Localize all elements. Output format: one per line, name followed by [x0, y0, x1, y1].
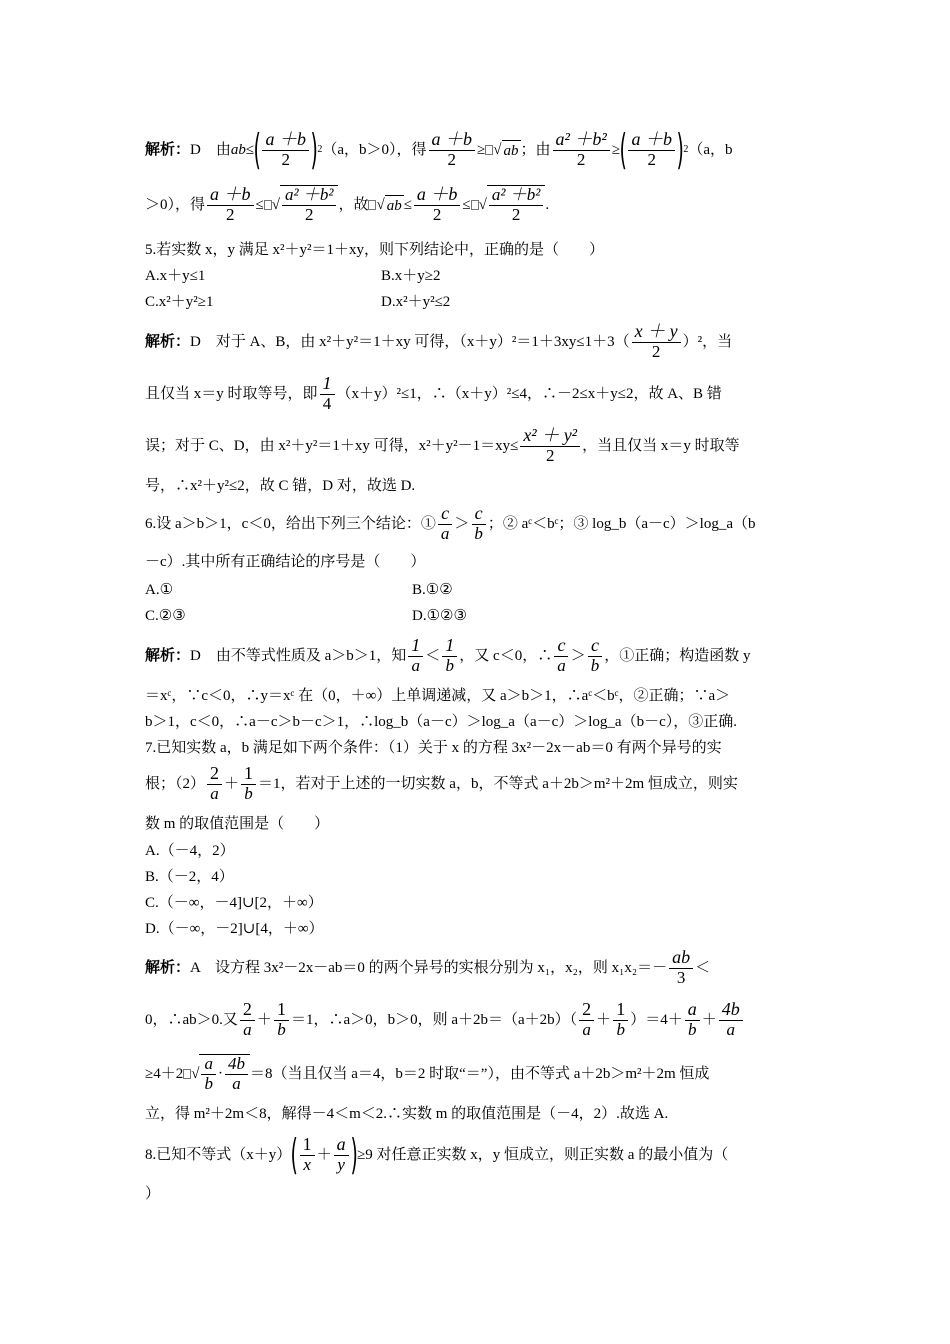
solution-5-line-1: 解析： D 对于 A、B，由 x²＋y²＝1＋xy 可得，（x＋y）²＝1＋3xy≤1＋3（ $\frac{x + y}{2}$ ）²，当	[145, 321, 733, 362]
fraction: $\frac{a}{b}$	[201, 1055, 216, 1093]
question-8-line-1: 8.已知不等式（x＋y） ( $\frac{1}{x}$ ＋ $\frac{a}{y}$ ) ≥9 对任意正实数 x，y 恒成立，则正实数 a 的最小值为（	[145, 1130, 729, 1179]
solution-7-line-1: 解析： A 设方程 3x²－2x－ab＝0 的两个异号的实根分别为 x₁，x₂，则 x₁x₂＝－ $\frac{ab}{3}$ ＜	[145, 947, 711, 988]
option-B: B.x＋y≥2	[381, 268, 441, 284]
question-5-stem: 5.若实数 x，y 满足 x²＋y²＝1＋xy，则下列结论中，正确的是（ ）	[145, 242, 604, 258]
option-A: A.①	[145, 582, 174, 598]
option-A: A.（－4，2）	[145, 843, 235, 859]
solution-6-line-2: ＝xᶜ，∵c＜0，∴y＝xᶜ 在（0，＋∞）上单调递减，又 a＞b＞1，∴aᶜ＜bᶜ，②正确；∵a＞	[145, 688, 731, 704]
option-D: D.x²＋y²≤2	[381, 294, 451, 310]
solution-6-line-3: b＞1，c＜0，∴a－c＞b－c＞1，∴log_b（a－c）＞log_a（a－c）＞log_a（b－c），③正确.	[145, 714, 737, 730]
fraction: $\frac{4b}{a}$	[225, 1055, 248, 1093]
option-A: A.x＋y≤1	[145, 268, 206, 284]
option-C: C.x²＋y²≥1	[145, 294, 214, 310]
solution-7-line-3: ≥4＋2 √ $\frac{a}{b}$ · $\frac{4b}{a}$ ＝8（当且仅当 a＝4，b＝2 时取“＝”），由不等式 a＋2b＞m²＋2m 恒成	[145, 1054, 710, 1093]
analysis-label: 解析：	[145, 142, 191, 158]
option-B: B.（－2，4）	[145, 869, 234, 885]
option-D: D.①②③	[412, 608, 467, 624]
fraction: $\frac{a +b}{2}$	[262, 130, 309, 169]
fraction: $\frac{1}{b}$	[274, 1000, 289, 1039]
fraction: $\frac{x + y}{2}$	[632, 322, 681, 361]
question-7-line-1: 7.已知实数 a，b 满足如下两个条件：（1）关于 x 的方程 3x²－2x－ab＝0 有两个异号的实	[145, 740, 722, 756]
option-C: C.（－∞，－4]∪[2，＋∞）	[145, 895, 323, 911]
fraction: $\frac{1}{b}$	[241, 764, 256, 803]
fraction: $\frac{c}{b}$	[588, 636, 603, 675]
fraction: $\frac{\text{a² ＋b²}}{2}$	[489, 186, 543, 224]
solution-5-line-2: 且仅当 x＝y 时取等号，即 $\frac{1}{4}$ （x＋y）²≤1，∴（x＋y）²≤4，∴－2≤x＋y≤2，故 A、B 错	[145, 373, 722, 414]
question-7-line-2: 根；（2） $\frac{2}{a}$ ＋ $\frac{1}{b}$ ＝1，若对于上述的一切实数 a，b，不等式 a＋2b＞m²＋2m 恒成立，则实	[145, 763, 738, 804]
solution-7-line-4: 立，得 m²＋2m＜8，解得－4＜m＜2.∴实数 m 的取值范围是（－4，2）.故选 A.	[145, 1106, 669, 1122]
solution-5-line-3: 误；对于 C、D，由 x²＋y²＝1＋xy 可得，x²＋y²－1＝xy≤ $\frac{\text{x² ＋ y²}}{2}$ ，当且仅当 x＝y 时取等	[145, 425, 740, 466]
fraction: $\frac{a}{y}$	[334, 1135, 349, 1174]
fraction: $\frac{c}{a}$	[438, 504, 453, 543]
fraction: $\frac{\text{a² ＋b²}}{2}$	[553, 130, 610, 169]
question-8-line-2: ）	[145, 1186, 161, 1202]
fraction: $\frac{1}{b}$	[613, 1000, 628, 1039]
solution-7-line-2: 0，∴ab＞0.又 $\frac{2}{a}$ ＋ $\frac{1}{b}$ ＝1，∴a＞0，b＞0，则 a＋2b＝（a＋2b）（ $\frac{2}{a}$ ＋ $\frac{1}{b}$ ）＝4＋ $\frac{a}{b}$ ＋ $\frac{4b}{a}$	[145, 998, 745, 1042]
fraction: $\frac{a +b}{2}$	[429, 130, 476, 169]
fraction: $\frac{a +b}{2}$	[207, 185, 254, 224]
fraction: $\frac{c}{a}$	[554, 636, 569, 675]
fraction: $\frac{c}{b}$	[471, 504, 486, 543]
solution-4-line-1: 解析： D 由 ab ≤ ( $\frac{a +b}{2}$ ) 2 （a，b＞0），得 $\frac{a +b}{2}$ ≥ √ ab ；由 $\frac{\text{a² ＋b²}}{2}$ ≥ ( $\frac{a +b}{2}$ ) 2 （a，b	[145, 125, 733, 174]
fraction: $\frac{\text{a² ＋b²}}{2}$	[282, 186, 336, 224]
fraction: $\frac{2}{a}$	[207, 764, 222, 803]
question-6-line-2: －c）.其中所有正确结论的序号是（ ）	[145, 554, 426, 570]
fraction: $\frac{a +b}{2}$	[414, 185, 461, 224]
option-D: D.（－∞，－2]∪[4，＋∞）	[145, 921, 324, 937]
fraction: $\frac{1}{a}$	[408, 636, 423, 675]
fraction: $\frac{2}{a}$	[240, 1000, 255, 1039]
fraction: $\frac{a}{b}$	[685, 1000, 700, 1039]
fraction: $\frac{4b}{a}$	[719, 1000, 743, 1039]
fraction: $\frac{1}{4}$	[320, 374, 335, 413]
fraction: $\frac{\text{x² ＋ y²}}{2}$	[520, 426, 580, 465]
fraction: $\frac{1}{b}$	[442, 636, 457, 675]
question-7-line-3: 数 m 的取值范围是（ ）	[145, 816, 330, 832]
question-6-line-1: 6.设 a＞b＞1，c＜0，给出下列三个结论：① $\frac{c}{a}$ ＞ $\frac{c}{b}$ ；② aᶜ＜bᶜ；③ log_b（a－c）＞log_a（b	[145, 503, 756, 544]
fraction: $\frac{ab}{3}$	[669, 948, 693, 987]
fraction: $\frac{2}{a}$	[579, 1000, 594, 1039]
solution-5-line-4: 号，∴x²＋y²≤2，故 C 错，D 对，故选 D.	[145, 478, 416, 494]
fraction: $\frac{1}{x}$	[300, 1135, 315, 1174]
solution-4-line-2: ＞0），得 $\frac{a +b}{2}$ ≤ √ $\frac{\text{a² ＋b²}}{2}$ ，故 √ ab ≤ $\frac{a +b}{2}$ ≤ √ $\frac{\text{a² ＋b²}}{2}$ .	[145, 184, 550, 225]
solution-6-line-1: 解析： D 由不等式性质及 a＞b＞1，知 $\frac{1}{a}$ ＜ $\frac{1}{b}$ ，又 c＜0，∴ $\frac{c}{a}$ ＞ $\frac{c}{b}$ ，①正确；构造函数 y	[145, 635, 751, 676]
option-C: C.②③	[145, 608, 186, 624]
option-B: B.①②	[412, 582, 453, 598]
fraction: $\frac{a +b}{2}$	[628, 130, 675, 169]
